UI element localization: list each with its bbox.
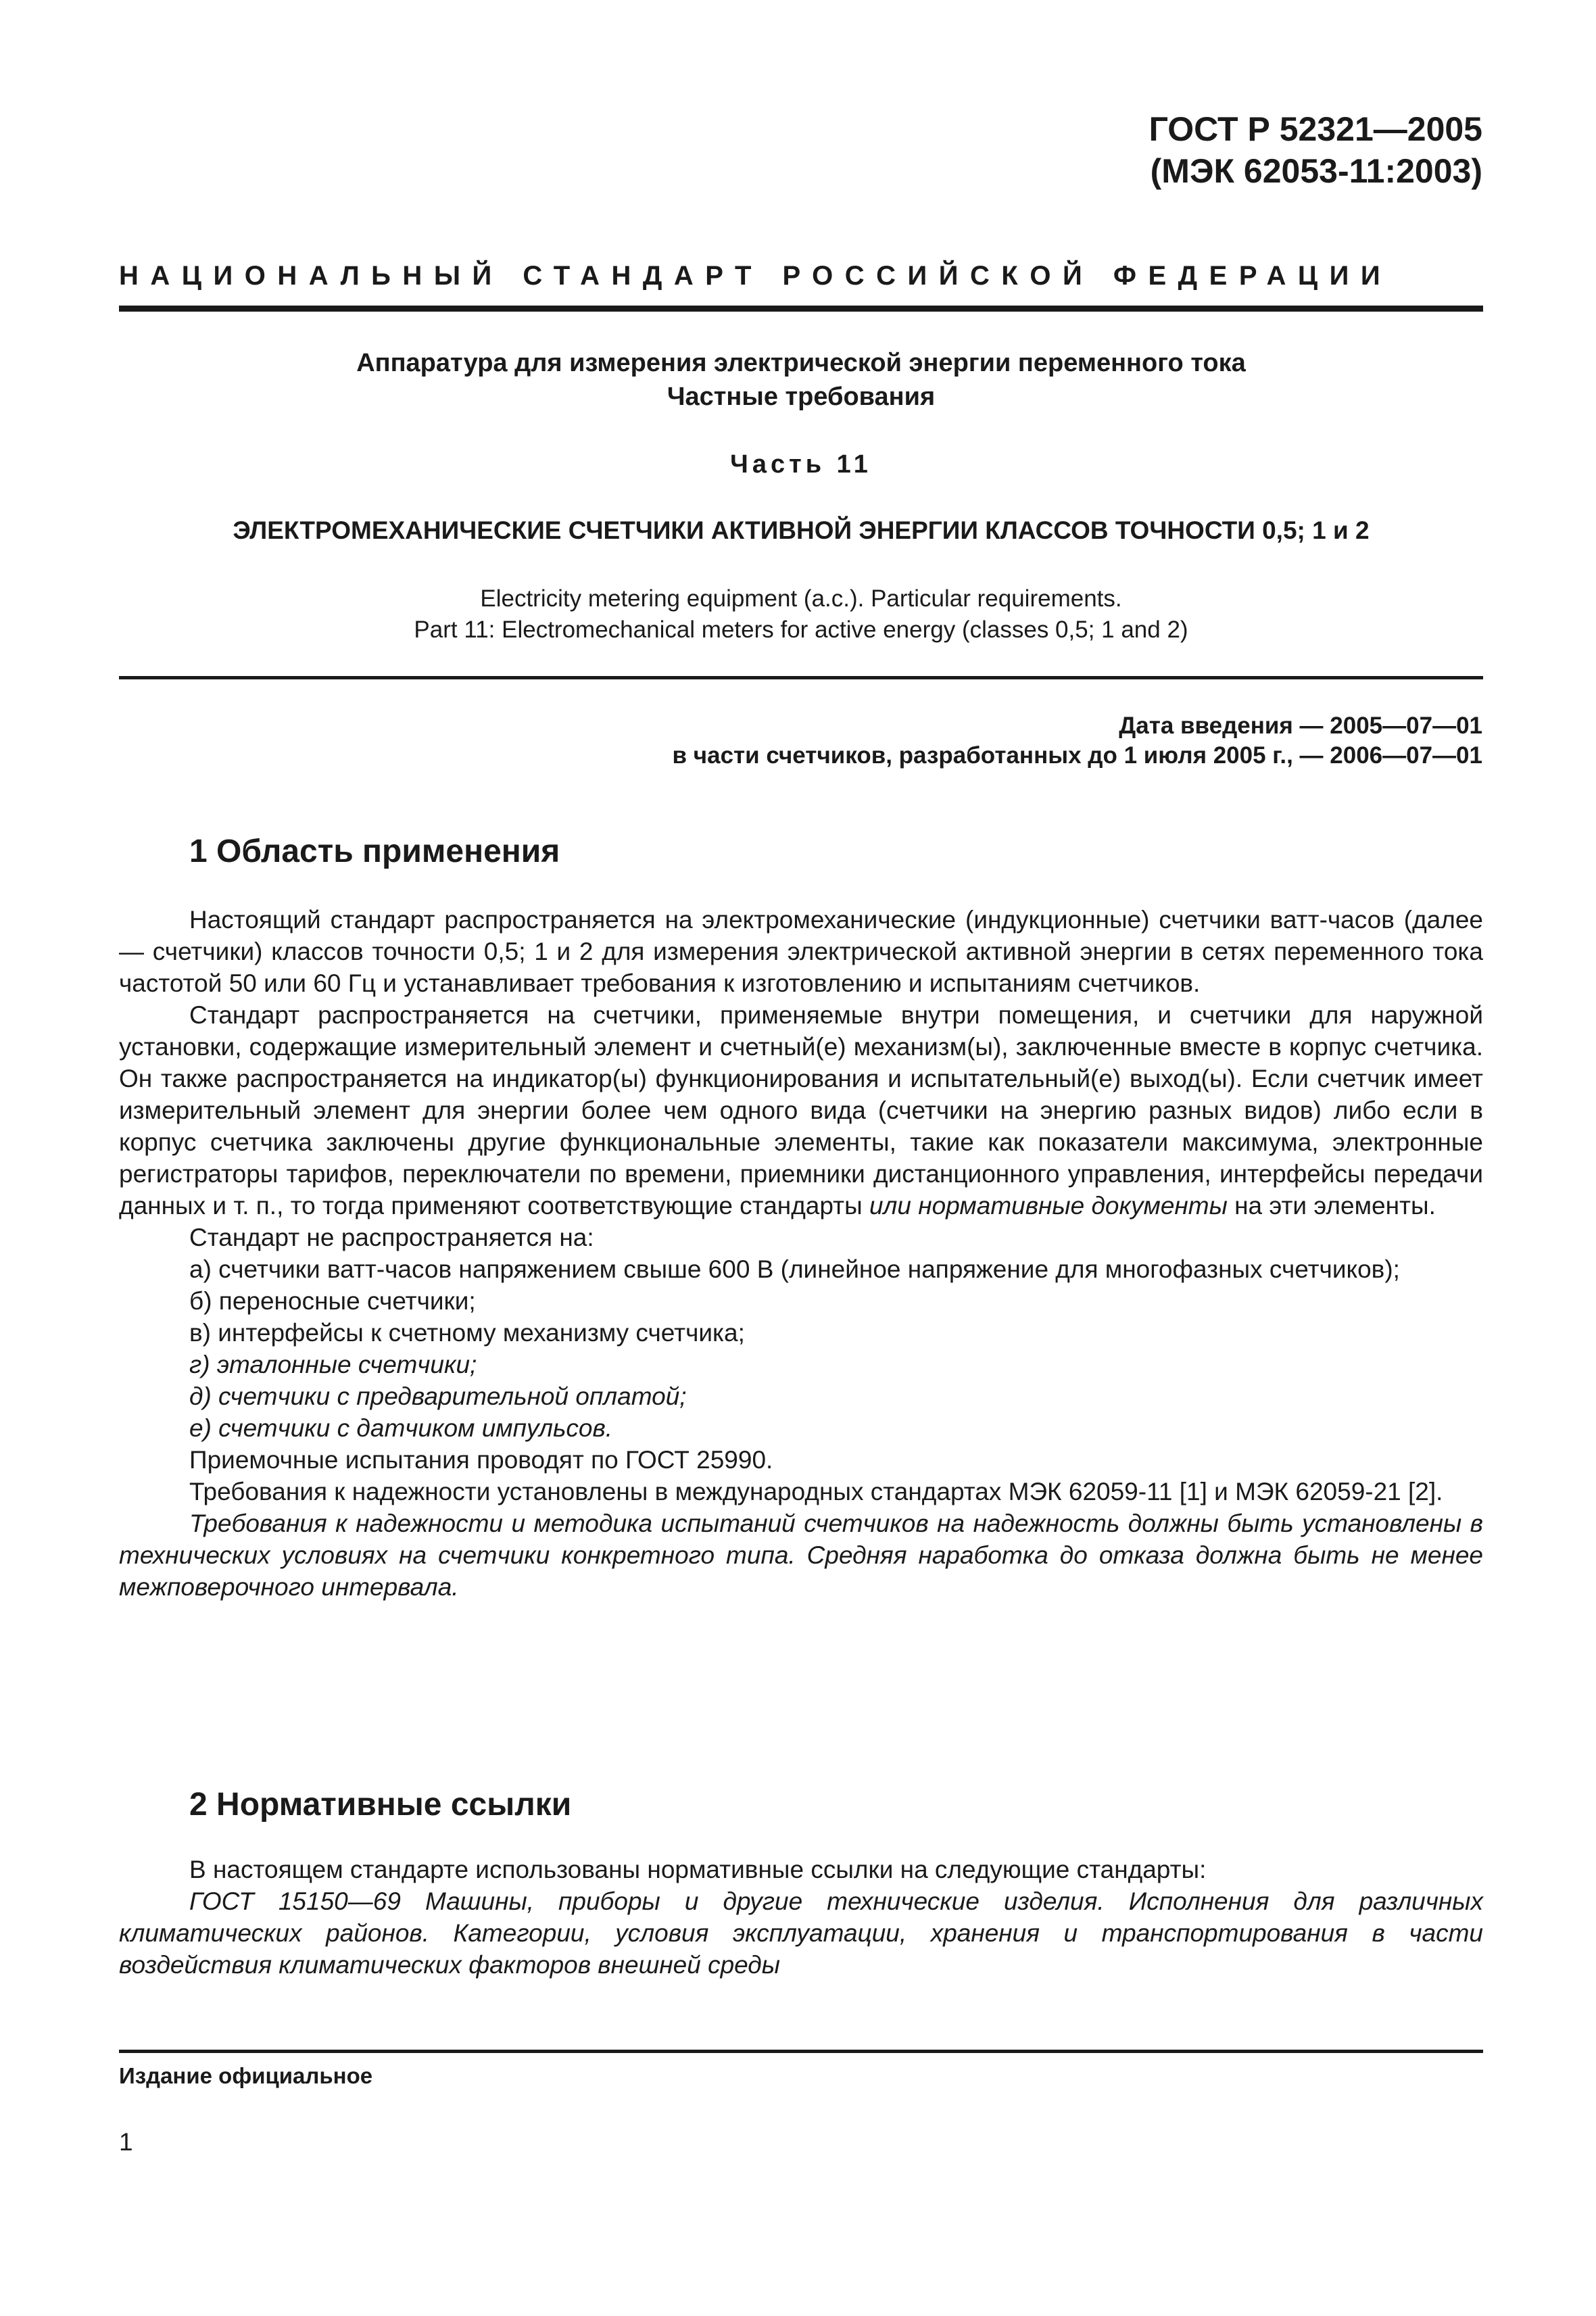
intro-date-note: в части счетчиков, разработанных до 1 июля 2005 г., — 2006—07—01 xyxy=(672,742,1482,769)
paragraph-text-end: на эти элементы. xyxy=(1234,1192,1436,1220)
paragraph: В настоящем стандарте использованы нормативные ссылки на следующие стандарты: xyxy=(189,1856,1207,1883)
iec-code: (МЭК 62053-11:2003) xyxy=(1150,152,1482,190)
intro-date: Дата введения — 2005—07—01 xyxy=(1119,713,1482,739)
document-title-caps: ЭЛЕКТРОМЕХАНИЧЕСКИЕ СЧЕТЧИКИ АКТИВНОЙ ЭНЕРГИИ КЛАССОВ ТОЧНОСТИ 0,5; 1 и 2 xyxy=(233,516,1370,544)
paragraph: Настоящий стандарт распространяется на электромеханические (индукционные) счетчики ватт-часов (далее — счетчики) классов точности 0,5; 1 и 2 для измерения электрической активной энергии в сетях переменного тока частотой 50 или 60 Гц и устанавливает требования к изготовлению и испытаниям счетчиков. xyxy=(119,906,1483,997)
paragraph-text: Стандарт распространяется на счетчики, применяемые внутри помещения, и счетчики для наружной установки, содержащие измерительный элемент и счетный(е) механизм(ы), заключенные вместе в корпус счетчика. Он также распространяется на индикатор(ы) функционирования и испытательный(е) выход(ы). Если счетчик имеет измерительный элемент для энергии более чем одного вида (счетчики на энергию разных видов) либо если в корпус счетчика заключены другие функциональные элементы, такие как показатели максимума, электронные регистраторы тарифов, переключатели по времени, приемники дистанционного управления, интерфейсы передачи данных и т. п., то тогда применяют соответствующие стандарты xyxy=(119,1001,1483,1220)
paragraph: Требования к надежности установлены в международных стандартах МЭК 62059-11 [1] и МЭК 62059-21 [2]. xyxy=(189,1478,1443,1505)
paragraph: Требования к надежности и методика испытаний счетчиков на надежность должны быть установлены в технических условиях на счетчики конкретного типа. Средняя наработка до отказа должна быть не менее межповерочного интервала. xyxy=(119,1510,1483,1601)
page-number: 1 xyxy=(119,2128,133,2156)
list-item: г) эталонные счетчики; xyxy=(189,1351,477,1378)
section-1-body xyxy=(119,904,1483,1603)
part-number: Часть 11 xyxy=(730,450,872,479)
list-item: а) счетчики ватт-часов напряжением свыше 600 В (линейное напряжение для многофазных счетчиков); xyxy=(189,1255,1400,1283)
title-line-1: Аппаратура для измерения электрической энергии переменного тока xyxy=(356,349,1246,377)
edition-label: Издание официальное xyxy=(119,2063,373,2088)
section-1-heading: 1 Область применения xyxy=(189,834,560,869)
title-rule xyxy=(119,676,1483,679)
standard-code: ГОСТ Р 52321—2005 xyxy=(1148,110,1482,148)
list-item: д) счетчики с предварительной оплатой; xyxy=(189,1382,687,1410)
paragraph xyxy=(119,999,1483,1222)
list-item: в) интерфейсы к счетному механизму счетчика; xyxy=(189,1319,745,1347)
title-line-2: Частные требования xyxy=(667,383,936,411)
paragraph: Приемочные испытания проводят по ГОСТ 25990. xyxy=(189,1446,773,1474)
english-title-line-1: Electricity metering equipment (a.c.). Particular requirements. xyxy=(480,585,1122,612)
list-item: б) переносные счетчики; xyxy=(189,1287,476,1315)
section-2-heading: 2 Нормативные ссылки xyxy=(189,1787,572,1823)
section-2-body xyxy=(119,1854,1483,1981)
english-title-line-2: Part 11: Electromechanical meters for active energy (classes 0,5; 1 and 2) xyxy=(414,617,1188,643)
paragraph: Стандарт не распространяется на: xyxy=(189,1224,594,1251)
list-item: е) счетчики с датчиком импульсов. xyxy=(189,1414,613,1442)
header-rule xyxy=(119,306,1483,312)
paragraph: ГОСТ 15150—69 Машины, приборы и другие технические изделия. Исполнения для различных климатических районов. Категории, условия эксплуатации, хранения и транспортирования в части воздействия климатических факторов внешней среды xyxy=(119,1887,1483,1979)
national-standard-heading: НАЦИОНАЛЬНЫЙ СТАНДАРТ РОССИЙСКОЙ ФЕДЕРАЦИИ xyxy=(119,261,1393,291)
paragraph-italic: или нормативные документы xyxy=(869,1192,1228,1220)
footer-rule xyxy=(119,2050,1483,2053)
